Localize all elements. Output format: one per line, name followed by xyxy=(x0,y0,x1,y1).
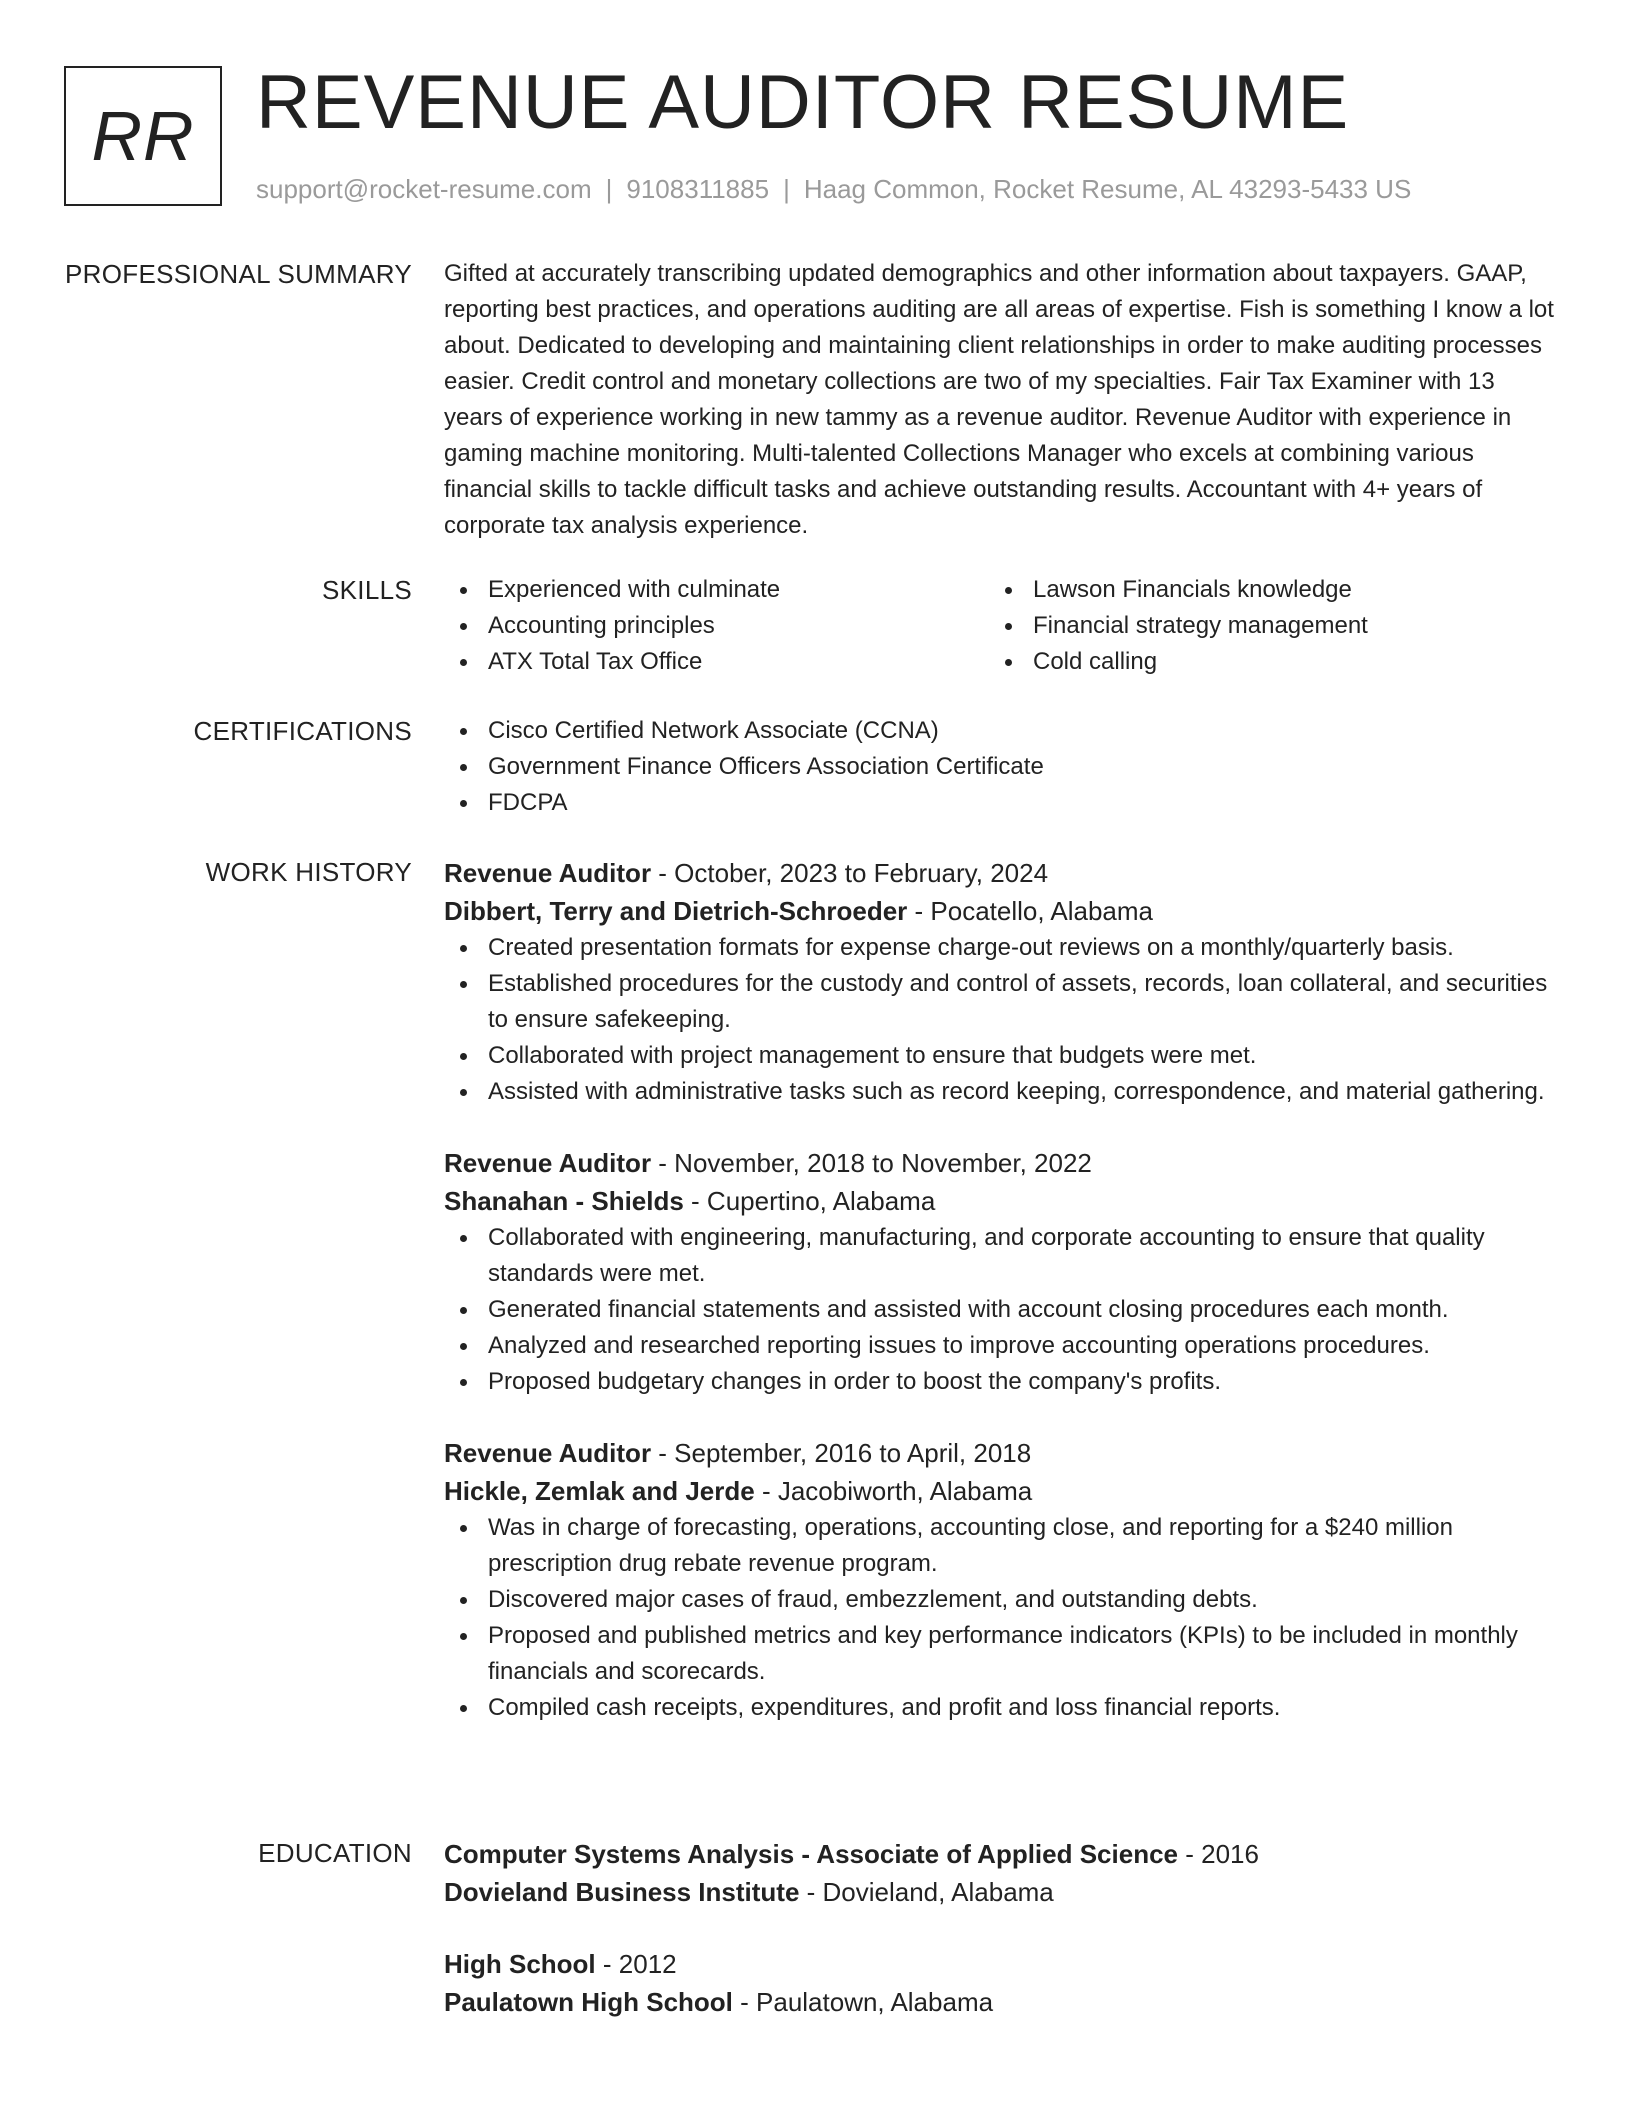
education-degree-line xyxy=(444,1835,1554,1873)
monogram-logo: RR xyxy=(64,66,222,206)
section-body xyxy=(444,713,1554,821)
job-bullet: Collaborated with project management to ensure that budgets were met. xyxy=(444,1038,1554,1074)
contact-address: Haag Common, Rocket Resume, AL 43293-5433 US xyxy=(803,174,1412,204)
job-dates: - September, 2016 to April, 2018 xyxy=(651,1438,1032,1468)
certification-item: Cisco Certified Network Associate (CCNA) xyxy=(444,713,1554,749)
job-entry xyxy=(444,1434,1554,1726)
job-bullet: Collaborated with engineering, manufacturing, and corporate accounting to ensure that quality standards were met. xyxy=(444,1220,1554,1292)
education-school: Paulatown High School xyxy=(444,1987,733,2017)
job-bullet: Established procedures for the custody and control of assets, records, loan collateral, and securities to ensure safekeeping. xyxy=(444,966,1554,1038)
job-location: - Pocatello, Alabama xyxy=(907,896,1153,926)
job-company: Dibbert, Terry and Dietrich-Schroeder xyxy=(444,896,908,926)
skill-item: Cold calling xyxy=(989,644,1534,680)
job-bullet: Proposed budgetary changes in order to boost the company's profits. xyxy=(444,1364,1554,1400)
section-label: WORK HISTORY xyxy=(205,857,412,887)
job-bullets xyxy=(444,1510,1554,1726)
skills-grid xyxy=(444,572,1554,680)
education-school: Dovieland Business Institute xyxy=(444,1877,800,1907)
contact-phone: 9108311885 xyxy=(626,174,770,204)
education-entry xyxy=(444,1835,1554,1911)
job-dates: - November, 2018 to November, 2022 xyxy=(651,1148,1092,1178)
skill-item: Financial strategy management xyxy=(989,608,1534,644)
job-bullets xyxy=(444,930,1554,1110)
job-company-line xyxy=(444,892,1554,930)
education-location: - Paulatown, Alabama xyxy=(732,1987,994,2017)
skill-item: Accounting principles xyxy=(444,608,989,644)
certification-item: FDCPA xyxy=(444,785,1554,821)
certification-item: Government Finance Officers Association Certificate xyxy=(444,749,1554,785)
job-entry xyxy=(444,854,1554,1110)
education-year: - 2012 xyxy=(595,1949,677,1979)
section-body xyxy=(444,256,1554,544)
education-entry xyxy=(444,1945,1554,2021)
certifications-list xyxy=(444,713,1554,821)
skill-item: Lawson Financials knowledge xyxy=(989,572,1534,608)
job-bullet: Was in charge of forecasting, operations, accounting close, and reporting for a $240 million prescription drug rebate revenue program. xyxy=(444,1510,1554,1582)
summary-text: Gifted at accurately transcribing updated demographics and other information about taxpayers. GAAP, reporting best practices, and operations auditing are all areas of expertise. Fish is something I know a lot about. Dedicated to developing and maintaining client relationships in order to make auditing processes easier. Credit control and monetary collections are two of my specialties. Fair Tax Examiner with 13 years of experience working in new tammy as a revenue auditor. Revenue Auditor with experience in gaming machine monitoring. Multi-talented Collections Manager who excels at combining various financial skills to tackle difficult tasks and achieve outstanding results. Accountant with 4+ years of corporate tax analysis experience. xyxy=(444,260,1554,539)
section-body xyxy=(444,1835,1554,2055)
skills-list-right xyxy=(989,572,1534,680)
job-bullet: Analyzed and researched reporting issues to improve accounting operations procedures. xyxy=(444,1328,1554,1364)
education-degree: High School xyxy=(444,1949,596,1979)
job-location: - Jacobiworth, Alabama xyxy=(754,1476,1033,1506)
education-degree-line xyxy=(444,1945,1554,1983)
education-school-line xyxy=(444,1873,1554,1911)
job-company: Shanahan - Shields xyxy=(444,1186,684,1216)
skills-list-left xyxy=(444,572,989,680)
job-entry xyxy=(444,1144,1554,1400)
job-title: Revenue Auditor xyxy=(444,1148,652,1178)
job-bullet: Proposed and published metrics and key performance indicators (KPIs) to be included in monthly financials and scorecards. xyxy=(444,1618,1554,1690)
job-company: Hickle, Zemlak and Jerde xyxy=(444,1476,755,1506)
contact-line xyxy=(256,172,1411,206)
job-company-line xyxy=(444,1182,1554,1220)
contact-separator: | xyxy=(783,174,790,204)
job-title: Revenue Auditor xyxy=(444,1438,652,1468)
section-label: EDUCATION xyxy=(258,1838,412,1868)
job-title-line xyxy=(444,1144,1554,1182)
job-location: - Cupertino, Alabama xyxy=(683,1186,936,1216)
job-dates: - October, 2023 to February, 2024 xyxy=(651,858,1049,888)
job-bullet: Generated financial statements and assisted with account closing procedures each month. xyxy=(444,1292,1554,1328)
skill-item: Experienced with culminate xyxy=(444,572,989,608)
job-title: Revenue Auditor xyxy=(444,858,652,888)
job-bullet: Compiled cash receipts, expenditures, and profit and loss financial reports. xyxy=(444,1690,1554,1726)
skill-item: ATX Total Tax Office xyxy=(444,644,989,680)
education-location: - Dovieland, Alabama xyxy=(799,1877,1054,1907)
job-title-line xyxy=(444,854,1554,892)
page-title: REVENUE AUDITOR RESUME xyxy=(256,60,1350,145)
education-year: - 2016 xyxy=(1178,1839,1259,1869)
section-label: SKILLS xyxy=(322,575,412,605)
section-label: CERTIFICATIONS xyxy=(193,716,412,746)
job-bullet: Discovered major cases of fraud, embezzlement, and outstanding debts. xyxy=(444,1582,1554,1618)
job-title-line xyxy=(444,1434,1554,1472)
job-company-line xyxy=(444,1472,1554,1510)
job-bullets xyxy=(444,1220,1554,1400)
contact-email: support@rocket-resume.com xyxy=(256,174,592,204)
section-body xyxy=(444,854,1554,1760)
contact-separator: | xyxy=(605,174,613,204)
job-bullet: Assisted with administrative tasks such as record keeping, correspondence, and material gathering. xyxy=(444,1074,1554,1110)
job-bullet: Created presentation formats for expense charge-out reviews on a monthly/quarterly basis. xyxy=(444,930,1554,966)
education-degree: Computer Systems Analysis - Associate of Applied Science xyxy=(444,1839,1179,1869)
section-label: PROFESSIONAL SUMMARY xyxy=(65,259,412,289)
education-school-line xyxy=(444,1983,1554,2021)
